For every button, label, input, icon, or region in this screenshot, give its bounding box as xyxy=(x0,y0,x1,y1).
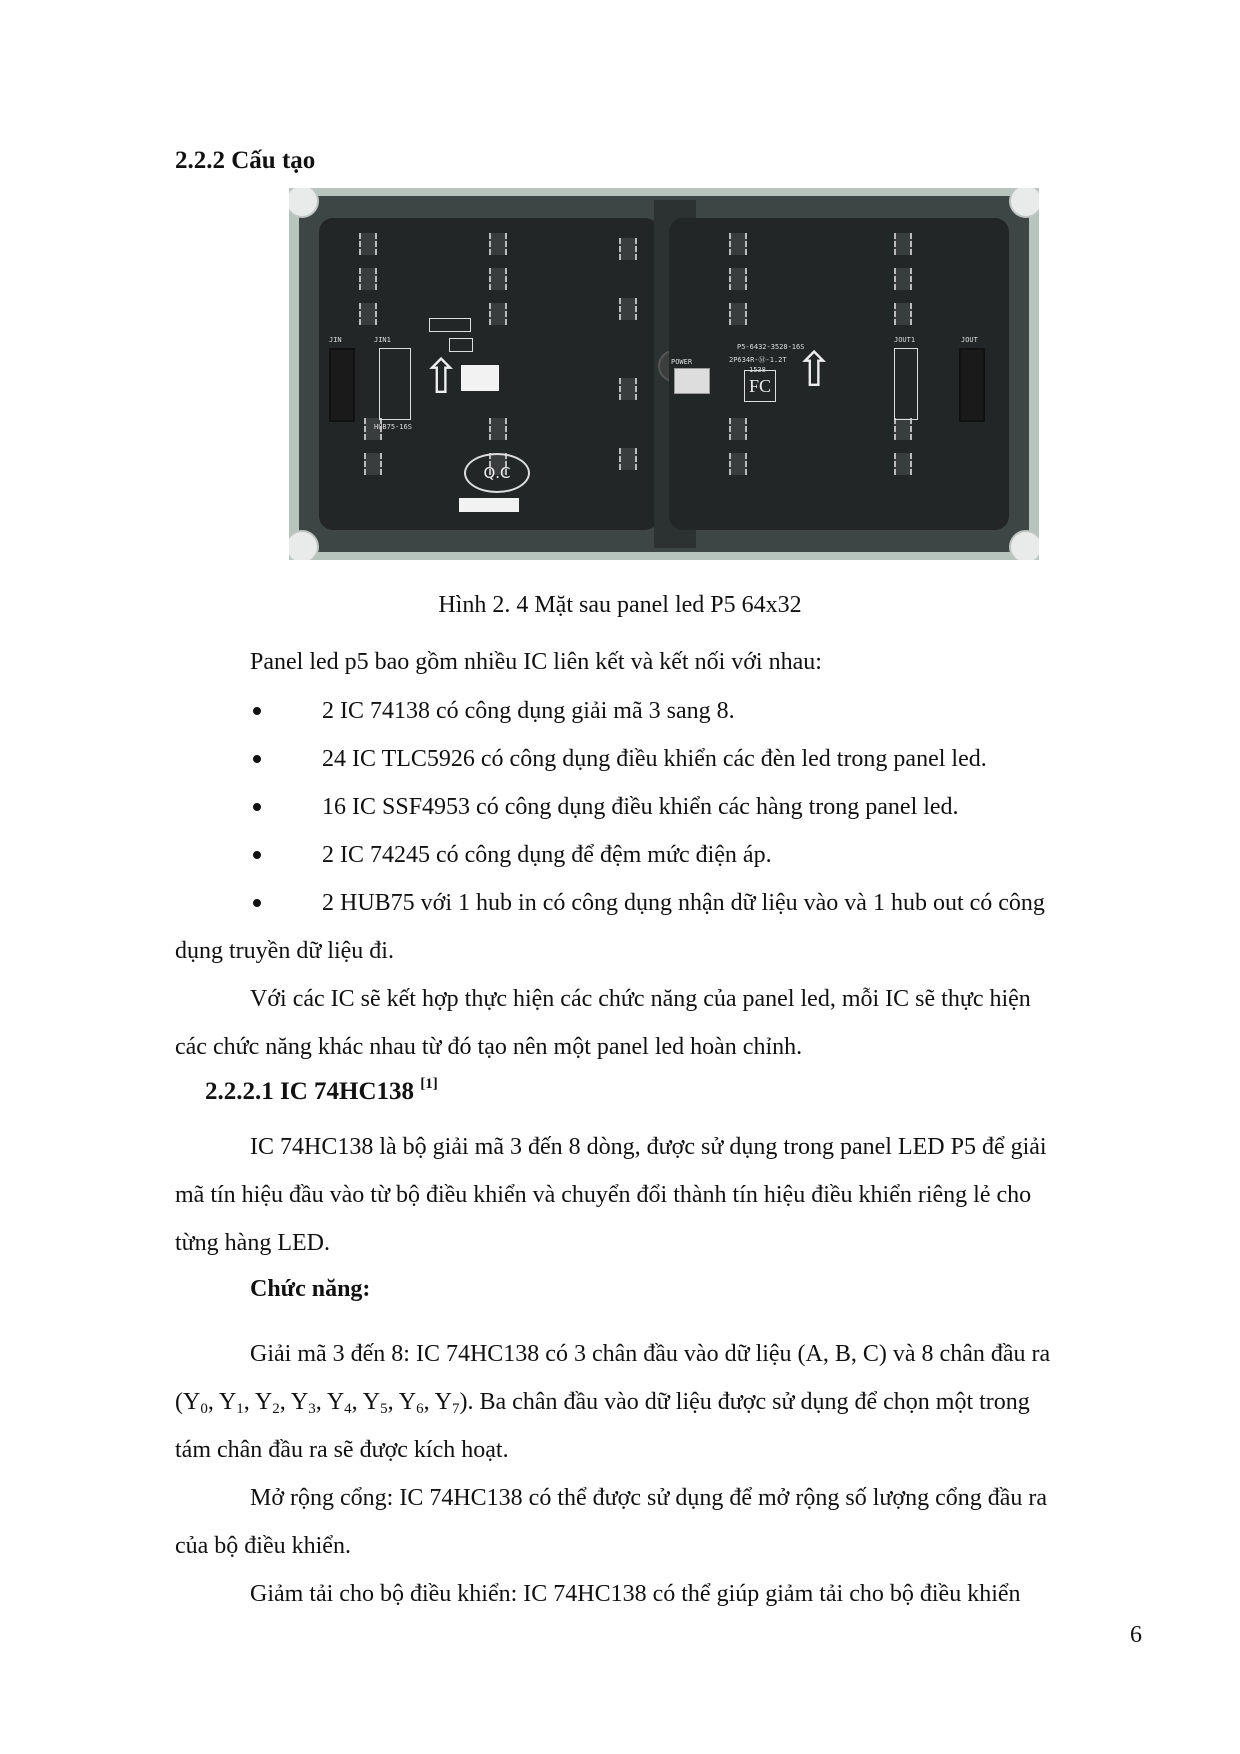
led-panel-photo xyxy=(289,188,1039,560)
bullet-item: 2 IC 74138 có công dụng giải mã 3 sang 8. xyxy=(322,698,735,724)
paragraph-line: của bộ điều khiển. xyxy=(175,1533,351,1559)
silk-model: P5-6432-3528-16S xyxy=(737,343,805,351)
subsection-heading xyxy=(205,1078,438,1106)
paragraph-line: từng hàng LED. xyxy=(175,1230,330,1256)
paragraph-line: Giải mã 3 đến 8: IC 74HC138 có 3 chân đầu vào dữ liệu (A, B, C) và 8 chân đầu ra xyxy=(250,1341,1051,1367)
bullet-icon xyxy=(253,899,261,907)
bullet-item: 2 IC 74245 có công dụng để đệm mức điện áp. xyxy=(322,842,772,868)
sticker xyxy=(461,365,499,391)
arrow-up-icon-right: ⇧ xyxy=(794,342,835,398)
silk-jout: JOUT xyxy=(961,336,978,344)
bullet-icon xyxy=(253,755,261,763)
silk-jout1: JOUT1 xyxy=(894,336,916,344)
bullet-icon xyxy=(253,851,261,859)
section-heading: 2.2.2 Cấu tạo xyxy=(175,147,316,174)
pcb-left xyxy=(319,218,659,530)
page-number: 6 xyxy=(1130,1622,1142,1648)
arrow-up-icon: ⇧ xyxy=(421,349,462,405)
bullet-continuation: dụng truyền dữ liệu đi. xyxy=(175,938,394,964)
function-heading: Chức năng: xyxy=(250,1276,371,1302)
silk-batch: 1538 xyxy=(749,366,766,374)
summary-line: Với các IC sẽ kết hợp thực hiện các chức năng của panel led, mỗi IC sẽ thực hiện xyxy=(250,986,1031,1012)
power-connector xyxy=(674,368,710,394)
bullet-icon xyxy=(253,707,261,715)
paragraph-line: IC 74HC138 là bộ giải mã 3 đến 8 dòng, được sử dụng trong panel LED P5 để giải xyxy=(250,1134,1047,1160)
silk-jin: JIN xyxy=(329,336,342,344)
figure-caption: Hình 2. 4 Mặt sau panel led P5 64x32 xyxy=(438,592,802,618)
paragraph-line: tám chân đầu ra sẽ được kích hoạt. xyxy=(175,1437,509,1463)
subsection-heading-text: 2.2.2.1 IC 74HC138 xyxy=(205,1078,415,1105)
bullet-item: 2 HUB75 với 1 hub in có công dụng nhận dữ liệu vào và 1 hub out có công xyxy=(322,890,1045,916)
qc-mark: Q.C xyxy=(464,453,530,493)
corner-knob xyxy=(1009,530,1039,560)
silk-power: POWER xyxy=(671,358,693,366)
silk-jin1: JIN1 xyxy=(374,336,391,344)
intro-paragraph: Panel led p5 bao gồm nhiều IC liên kết và kết nối với nhau: xyxy=(250,649,822,675)
bullet-icon xyxy=(253,803,261,811)
serial-sticker xyxy=(459,498,519,512)
paragraph-line: mã tín hiệu đầu vào từ bộ điều khiển và chuyển đổi thành tín hiệu điều khiển riêng lẻ cho xyxy=(175,1182,1032,1208)
corner-knob xyxy=(1009,188,1039,218)
bullet-item: 16 IC SSF4953 có công dụng điều khiển các hàng trong panel led. xyxy=(322,794,959,820)
paragraph-line: Mở rộng cổng: IC 74HC138 có thể được sử dụng để mở rộng số lượng cổng đầu ra xyxy=(250,1485,1048,1511)
corner-knob xyxy=(289,530,319,560)
silk-hub-label: HUB75-16S xyxy=(374,423,412,431)
paragraph-line: ($Y_0$, $Y_1$, $Y_2$, $Y_3$, $Y_4$, $Y_5$, $Y_6$, $Y_7$). Ba chân đầu vào dữ liệu được sử dụng để chọn một trong xyxy=(175,1389,1030,1417)
bullet-item: 24 IC TLC5926 có công dụng điều khiển các đèn led trong panel led. xyxy=(322,746,987,772)
paragraph-line: Giảm tải cho bộ điều khiển: IC 74HC138 có thể giúp giảm tải cho bộ điều khiển xyxy=(250,1581,1021,1607)
pcb-right xyxy=(669,218,1009,530)
fc-mark: FC xyxy=(744,370,776,402)
silk-rev: 2P634R-Ⓜ-1.2T xyxy=(729,356,787,364)
citation-ref[interactable]: [1] xyxy=(420,1076,438,1092)
summary-line: các chức năng khác nhau từ đó tạo nên một panel led hoàn chỉnh. xyxy=(175,1034,803,1060)
